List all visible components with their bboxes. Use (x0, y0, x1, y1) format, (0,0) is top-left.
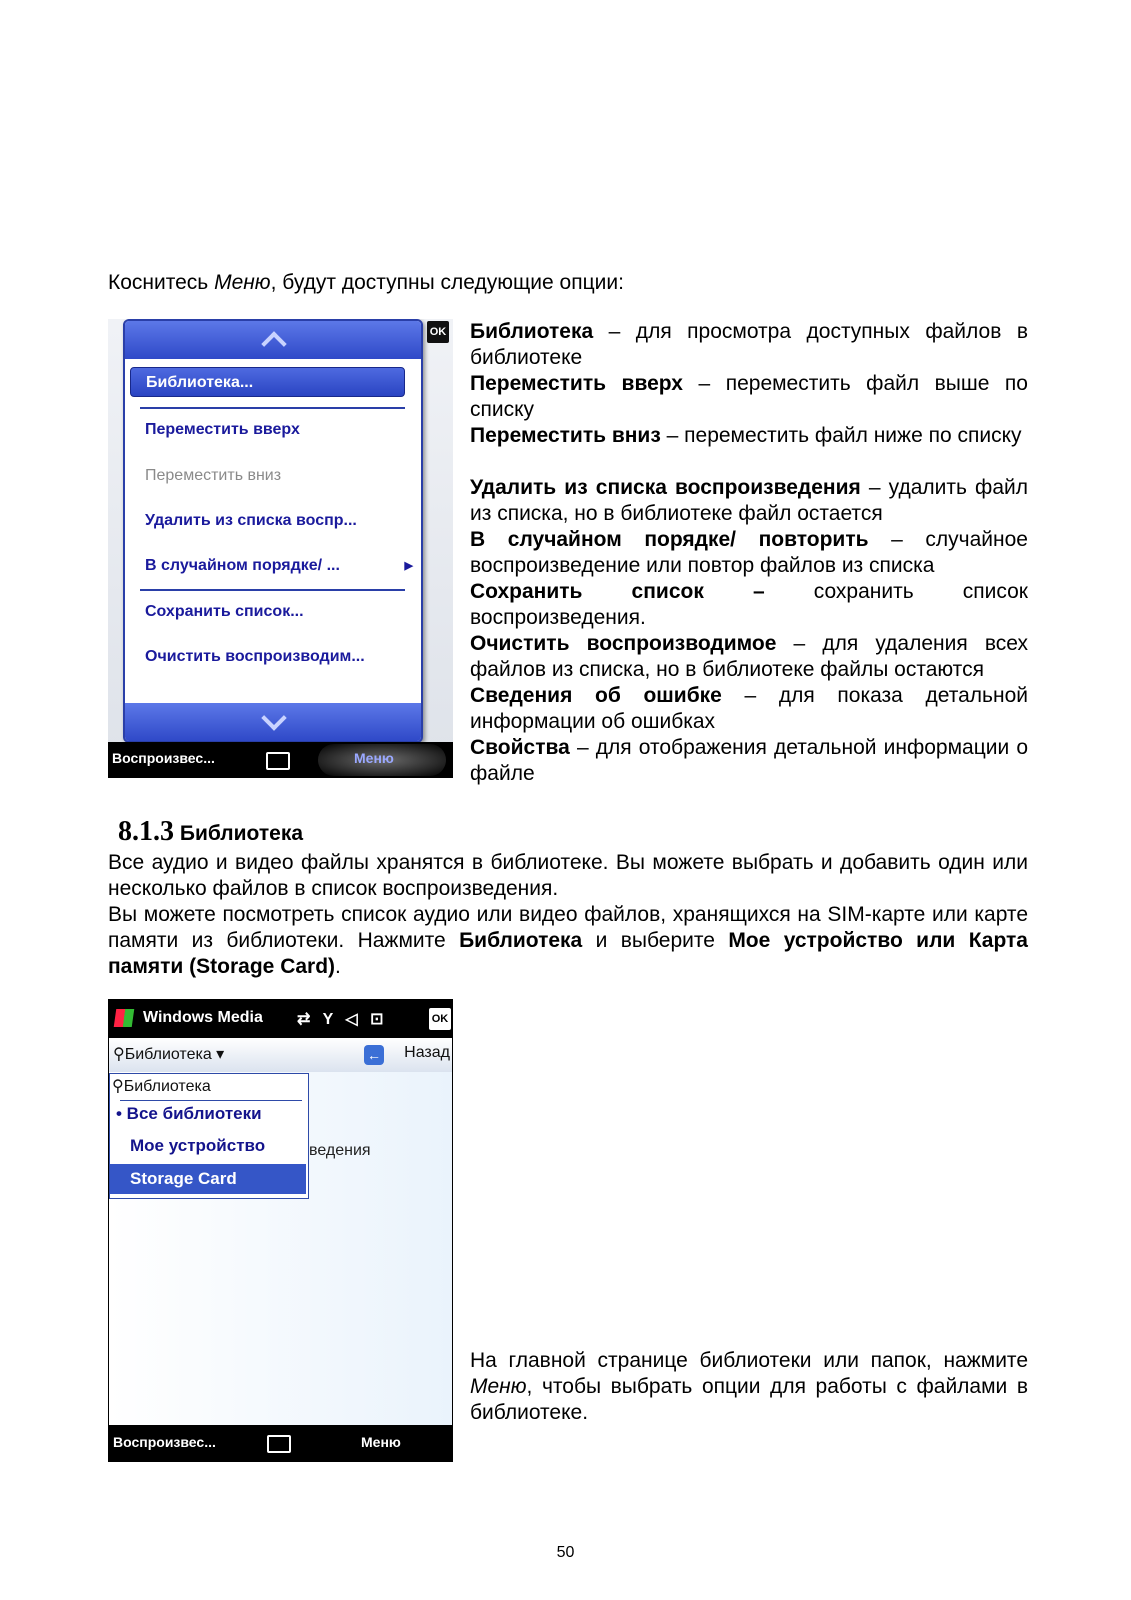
softkey-bar (109, 1425, 453, 1461)
menu-separator (140, 589, 405, 591)
definition-shuffle: В случайном порядке/ повторить – случайное воспроизведение или повтор файлов из списка (470, 528, 1028, 577)
menu-item-remove[interactable]: Удалить из списка воспр... (145, 512, 357, 529)
submenu-arrow-icon: ▶ (404, 560, 413, 572)
softkey-left[interactable]: Воспроизвес... (113, 1434, 216, 1450)
intro-text: Коснитесь Меню, будут доступны следующие опции: (108, 271, 624, 294)
menu-item-move-down[interactable]: Переместить вниз (145, 467, 282, 484)
menu-item-clear[interactable]: Очистить воспроизводим... (145, 648, 365, 665)
keyboard-icon[interactable] (267, 1435, 291, 1453)
menu-item-shuffle-repeat[interactable]: В случайном порядке/ ... ▶ (145, 551, 415, 581)
section-heading (118, 815, 718, 851)
library-screenshot (108, 999, 453, 1462)
menu-word: Меню (214, 271, 271, 294)
definition-properties: Свойства – для отображения детальной информации о файле (470, 736, 1028, 785)
option-my-device[interactable]: Мое устройство (130, 1136, 266, 1155)
softkey-menu[interactable]: Меню (361, 1434, 401, 1450)
title-bar (109, 1000, 453, 1038)
keyboard-icon[interactable] (266, 752, 290, 770)
section-title: Библиотека (179, 822, 304, 845)
library-dropdown-button[interactable]: ⚲Библиотека ▾ (113, 1046, 225, 1063)
scroll-up-button[interactable] (125, 321, 421, 359)
behind-text: ведения (309, 1142, 371, 1159)
dropdown-separator (120, 1100, 302, 1101)
search-icon: ⚲ (113, 1046, 125, 1063)
back-button[interactable]: Назад (404, 1044, 450, 1061)
definition-library: Библиотека – для просмотра доступных файлов в библиотеке (470, 320, 1028, 369)
status-icons: ⇄ Y ◁ ⊡ (297, 1011, 388, 1028)
chevron-up-icon (261, 331, 286, 356)
windows-logo-icon[interactable] (114, 1009, 135, 1027)
ok-button[interactable]: OK (429, 1008, 451, 1030)
bottom-note: На главной странице библиотеки или папок, нажмите Меню, чтобы выбрать опции для работы с файлами в библиотеке. (470, 1349, 1028, 1424)
back-arrow-icon[interactable]: ← (364, 1045, 384, 1065)
option-all-libraries[interactable]: • Все библиотеки (116, 1104, 262, 1123)
menu-separator (140, 407, 405, 409)
definition-remove: Удалить из списка воспроизведения – удалить файл из списка, но в библиотеке файл остается (470, 476, 1028, 525)
dropdown-arrow-icon: ▾ (216, 1046, 225, 1063)
ok-button[interactable]: OK (427, 321, 449, 343)
menu-item-move-up[interactable]: Переместить вверх (145, 421, 300, 438)
section-number: 8.1.3 (118, 816, 174, 847)
section-paragraph-2: Вы можете посмотреть список аудио или видео файлов, хранящихся на SIM-карте или карте памяти из библиотеки. Нажмите Библиотека и выберите Мое устройство или Карта памяти (Storage Card). (108, 903, 1028, 978)
chevron-down-icon (261, 705, 286, 730)
option-storage-card[interactable]: Storage Card (110, 1164, 306, 1194)
popup-menu (123, 319, 423, 743)
app-title: Windows Media (143, 1009, 263, 1026)
search-icon: ⚲ (112, 1078, 124, 1095)
softkey-bar (108, 742, 453, 778)
definition-move-up: Переместить вверх – переместить файл выше по списку (470, 372, 1028, 421)
menu-item-save-list[interactable]: Сохранить список... (145, 603, 304, 620)
library-dropdown (109, 1073, 309, 1199)
section-paragraph-1: Все аудио и видео файлы хранятся в библиотеке. Вы можете выбрать и добавить один или несколько файлов в список воспроизведения. (108, 851, 1028, 900)
definition-clear: Очистить воспроизводимое – для удаления всех файлов из списка, но в библиотеке файлы остаются (470, 632, 1029, 681)
softkey-left[interactable]: Воспроизвес... (112, 750, 215, 766)
definition-error-info: Сведения об ошибке – для показа детальной информации об ошибках (470, 684, 1028, 733)
scroll-down-button[interactable] (125, 703, 421, 741)
softkey-menu[interactable]: Меню (318, 744, 446, 776)
definition-move-down: Переместить вниз – переместить файл ниже по списку (470, 424, 1022, 447)
library-bar (109, 1038, 453, 1072)
menu-screenshot (108, 319, 453, 778)
menu-item-library[interactable]: Библиотека... (130, 367, 405, 397)
dropdown-header: ⚲Библиотека (112, 1078, 211, 1095)
definition-save-list: Сохранить список – сохранить список воспроизведения. (470, 580, 1028, 629)
page-number: 50 (556, 1544, 575, 1561)
